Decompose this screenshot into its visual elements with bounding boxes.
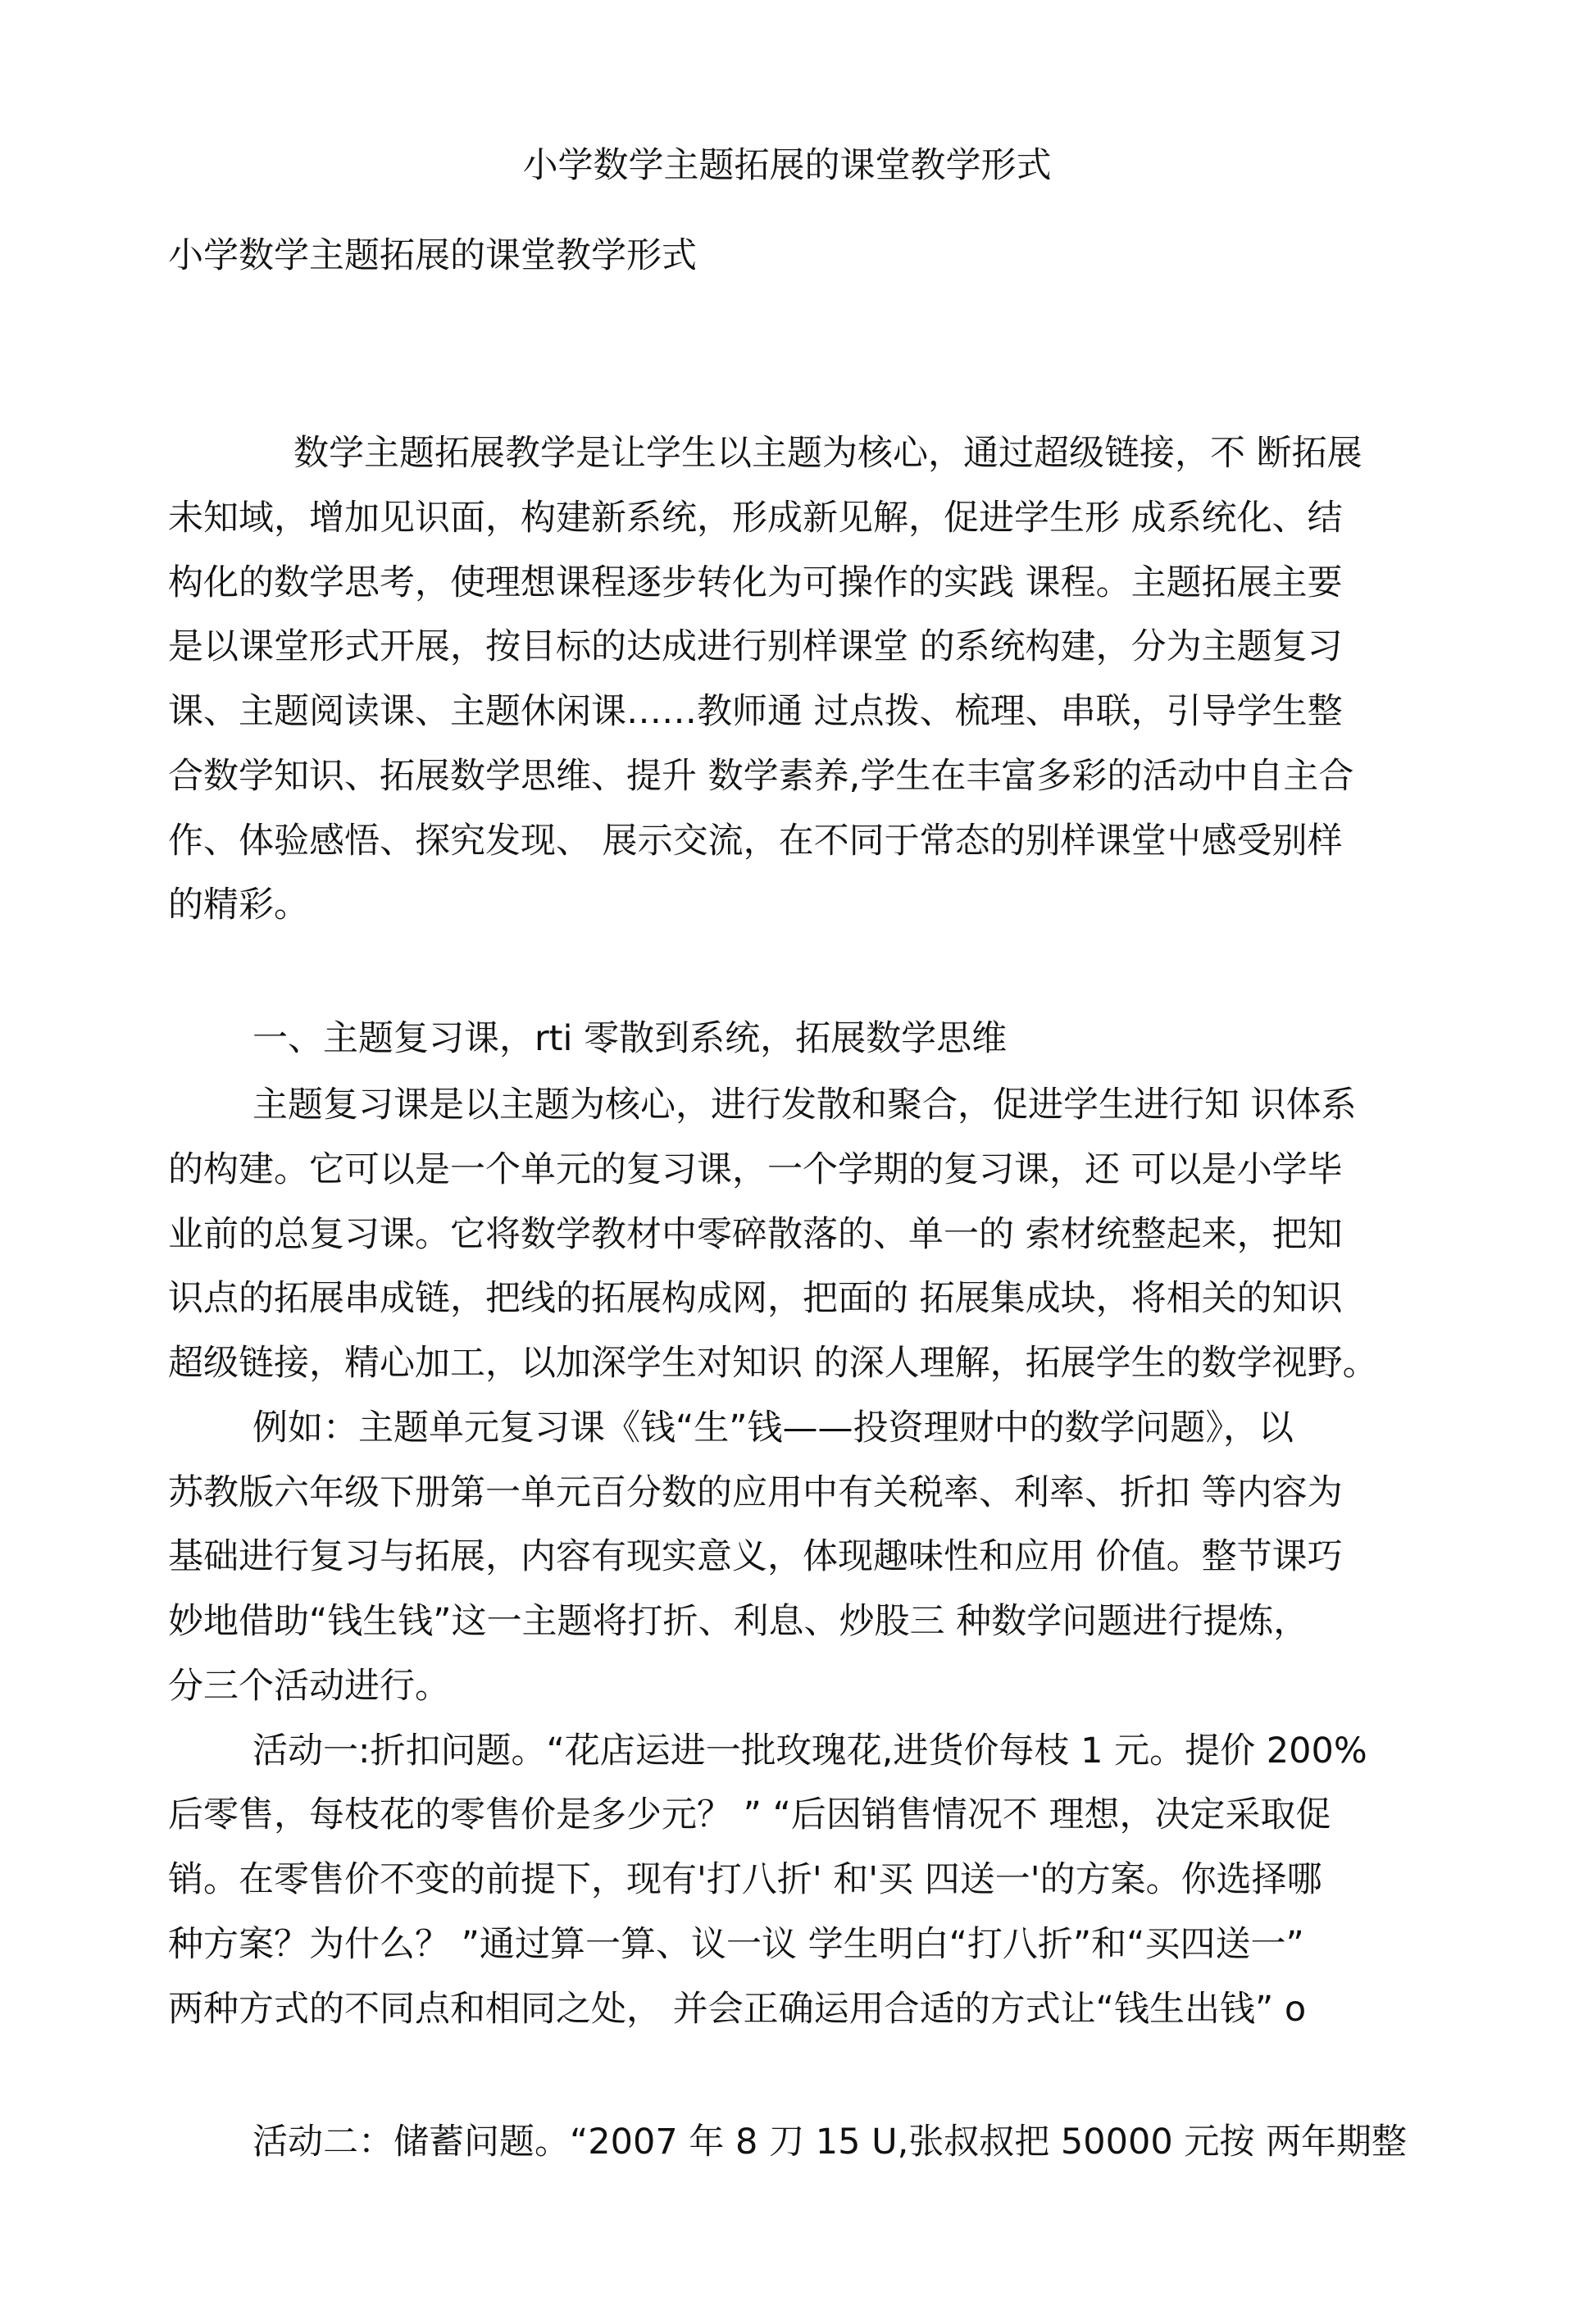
activity1-line: 活动一:折扣问题。“花店运进一批玫瑰花,进货价每枝 1 元。提价 200%: [252, 1730, 1367, 1771]
review-line: 的构建。它可以是一个单元的复习课，一个学期的复习课，还 可以是小学毕: [168, 1149, 1343, 1190]
intro-line: 作、体验感悟、探究发现、 展示交流，在不同于常态的别样课堂屮感受别样: [168, 821, 1343, 862]
example-line: 基础进行复习与拓展，内容有现实意义，体现趣味性和应用 价值。整节课巧: [168, 1536, 1343, 1577]
intro-line: 构化的数学思考，使理想课程逐步转化为可操作的实践 课程。主题拓展主要: [168, 562, 1343, 603]
document-subtitle: 小学数学主题拓展的课堂教学形式: [168, 235, 697, 276]
activity1-line: 种方案？为什么？ ”通过算一算、议一议 学生明白“打八折”和“买四送一”: [168, 1924, 1304, 1965]
example-line: 妙地借助“钱生钱”这一主题将打折、利息、炒股三 种数学问题进行提炼，: [168, 1601, 1309, 1642]
example-line: 例如：主题单元复习课《钱“生”钱——投资理财中的数学问题》，以: [252, 1408, 1294, 1449]
activity1-line: 两种方式的不同点和相同之处， 并会正确运用合适的方式让“钱生出钱” o: [168, 1989, 1307, 2030]
example-line: 苏教版六年级下册第一单元百分数的应用中有关税率、利率、折扣 等内容为: [168, 1472, 1343, 1513]
section-heading: 一、主题复习课，rti 零散到系统，拓展数学思维: [252, 1018, 1008, 1059]
intro-line: 的精彩。: [168, 885, 309, 926]
review-line: 识点的拓展串成链，把线的拓展构成网，把面的 拓展集成块，将相关的知识: [168, 1278, 1343, 1319]
activity1-line: 销。在零售价不变的前提下，现有'打八折' 和'买 四送一'的方案。你选择哪: [168, 1859, 1322, 1900]
intro-line: 课、主题阅读课、主题休闲课……教师通 过点拨、梳理、串联，引导学生整: [168, 691, 1343, 732]
review-line: 超级链接，精心加工，以加深学生对知识 的深人理解，拓展学生的数学视野。: [168, 1343, 1378, 1384]
activity1-line: 后零售，每枝花的零售价是多少元？ ” “后因销售情况不 理想，决定采取促: [168, 1794, 1331, 1835]
activity2-line: 活动二：储蓄问题。“2007 年 8 刀 15 U,张叔叔把 50000 元按 两年期整: [252, 2122, 1408, 2163]
document-title: 小学数学主题拓展的课堂教学形式: [522, 145, 1052, 186]
intro-line: 合数学知识、拓展数学思维、提升 数学素养,学生在丰富多彩的活动中自主合: [168, 756, 1354, 797]
intro-line: 未知域，增加见识面，构建新系统，形成新见解，促进学生形 成系统化、结: [168, 498, 1343, 539]
review-line: 主题复习课是以主题为核心，进行发散和聚合，促进学生进行知 识体系: [252, 1085, 1357, 1126]
review-line: 业前的总复习课。它将数学教材中零碎散落的、单一的 索材统整起来，把知: [168, 1214, 1343, 1255]
intro-line: 数学主题拓展教学是让学生以主题为核心，通过超级链接，不 断拓展: [293, 433, 1362, 474]
intro-line: 是以课堂形式开展，按目标的达成进行别样课堂 的系统构建，分为主题复习: [168, 626, 1343, 667]
example-line: 分三个活动进行。: [168, 1666, 450, 1707]
